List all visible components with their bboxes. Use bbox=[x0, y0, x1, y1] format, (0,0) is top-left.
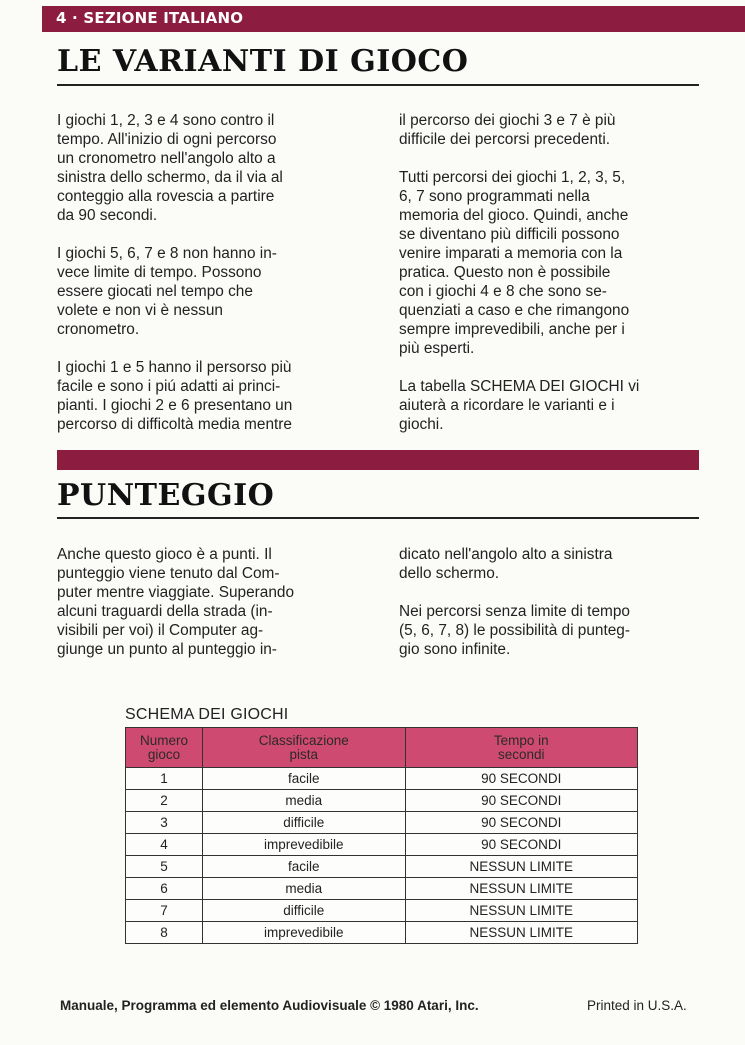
text-line: punteggio viene tenuto dal Com- bbox=[57, 565, 280, 582]
title-rule bbox=[57, 517, 699, 519]
text-line: memoria del gioco. Quindi, anche bbox=[399, 207, 629, 224]
header-line: gioco bbox=[147, 746, 181, 762]
variants-right-column bbox=[399, 111, 639, 434]
paragraph bbox=[57, 111, 292, 225]
title-rule bbox=[57, 84, 699, 86]
cell-track-class: media bbox=[202, 790, 405, 812]
game-schema-table bbox=[125, 727, 638, 944]
section-divider-bar bbox=[57, 450, 699, 470]
text-line: cronometro. bbox=[57, 321, 140, 338]
table-row bbox=[126, 922, 638, 944]
printed-in-text: Printed in U.S.A. bbox=[587, 998, 687, 1013]
cell-time: NESSUN LIMITE bbox=[405, 922, 637, 944]
cell-time: 90 SECONDI bbox=[405, 768, 637, 790]
text-line: I giochi 1 e 5 hanno il persorso più bbox=[57, 359, 292, 376]
copyright-text: Manuale, Programma ed elemento Audiovisuale © 1980 Atari, Inc. bbox=[60, 998, 479, 1013]
cell-game-number: 1 bbox=[126, 768, 203, 790]
variants-title: LE VARIANTI DI GIOCO bbox=[57, 44, 469, 79]
text-line: essere giocati nel tempo che bbox=[57, 283, 253, 300]
table-header-row bbox=[126, 728, 638, 768]
table-row bbox=[126, 834, 638, 856]
text-line: più esperti. bbox=[399, 340, 475, 357]
paragraph bbox=[57, 545, 294, 659]
table-row bbox=[126, 790, 638, 812]
cell-game-number: 2 bbox=[126, 790, 203, 812]
text-line: giochi. bbox=[399, 416, 444, 433]
paragraph bbox=[57, 358, 292, 434]
table-row bbox=[126, 856, 638, 878]
cell-track-class: media bbox=[202, 878, 405, 900]
text-line: puter mentre viaggiate. Superando bbox=[57, 584, 294, 601]
text-line: dicato nell'angolo alto a sinistra bbox=[399, 546, 613, 563]
text-line: La tabella SCHEMA DEI GIOCHI vi bbox=[399, 378, 640, 395]
cell-time: 90 SECONDI bbox=[405, 812, 637, 834]
text-line: difficile dei percorsi precedenti. bbox=[399, 131, 611, 148]
cell-game-number: 5 bbox=[126, 856, 203, 878]
cell-time: 90 SECONDI bbox=[405, 834, 637, 856]
text-line: con i giochi 4 e 8 che sono se- bbox=[399, 283, 607, 300]
text-line: pratica. Questo non è possibile bbox=[399, 264, 611, 281]
paragraph bbox=[399, 111, 639, 149]
text-line: percorso di difficoltà media mentre bbox=[57, 416, 292, 433]
text-line: venire imparati a memoria con la bbox=[399, 245, 623, 262]
score-left-column bbox=[57, 545, 294, 659]
text-line: Nei percorsi senza limite di tempo bbox=[399, 603, 630, 620]
paragraph bbox=[57, 244, 292, 339]
text-line: dello schermo. bbox=[399, 565, 500, 582]
cell-game-number: 7 bbox=[126, 900, 203, 922]
cell-track-class: facile bbox=[202, 856, 405, 878]
header-line: Tempo in bbox=[493, 732, 549, 748]
text-line: sinistra dello schermo, da il via al bbox=[57, 169, 283, 186]
paragraph bbox=[399, 545, 630, 583]
text-line: I giochi 1, 2, 3 e 4 sono contro il bbox=[57, 112, 275, 129]
cell-time: NESSUN LIMITE bbox=[405, 878, 637, 900]
text-line: un cronometro nell'angolo alto a bbox=[57, 150, 276, 167]
text-line: aiuterà a ricordare le varianti e i bbox=[399, 397, 615, 414]
table-row bbox=[126, 878, 638, 900]
table-row bbox=[126, 900, 638, 922]
text-line: sempre imprevedibili, anche per i bbox=[399, 321, 625, 338]
header-line: secondi bbox=[498, 746, 545, 762]
text-line: da 90 secondi. bbox=[57, 207, 158, 224]
text-line: il percorso dei giochi 3 e 7 è più bbox=[399, 112, 616, 129]
header-track-class bbox=[202, 728, 405, 768]
header-time bbox=[405, 728, 637, 768]
text-line: tempo. All'inizio di ogni percorso bbox=[57, 131, 277, 148]
text-line: I giochi 5, 6, 7 e 8 non hanno in- bbox=[57, 245, 277, 262]
cell-track-class: facile bbox=[202, 768, 405, 790]
paragraph bbox=[399, 168, 639, 358]
cell-game-number: 6 bbox=[126, 878, 203, 900]
text-line: facile e sono i piú adatti ai princi- bbox=[57, 378, 281, 395]
text-line: vece limite di tempo. Possono bbox=[57, 264, 262, 281]
text-line: volete e non vi è nessun bbox=[57, 302, 223, 319]
section-header-bar bbox=[42, 6, 745, 32]
table-body bbox=[126, 768, 638, 944]
text-line: se diventano più difficili possono bbox=[399, 226, 620, 243]
variants-left-column bbox=[57, 111, 292, 434]
text-line: Tutti percorsi dei giochi 1, 2, 3, 5, bbox=[399, 169, 626, 186]
section-label: 4 · SEZIONE ITALIANO bbox=[56, 9, 244, 27]
cell-time: 90 SECONDI bbox=[405, 790, 637, 812]
cell-game-number: 8 bbox=[126, 922, 203, 944]
text-line: visibili per voi) il Computer ag- bbox=[57, 622, 264, 639]
text-line: (5, 6, 7, 8) le possibilità di punteg- bbox=[399, 622, 630, 639]
text-line: giunge un punto al punteggio in- bbox=[57, 641, 277, 658]
score-title: PUNTEGGIO bbox=[57, 478, 275, 513]
header-game-number bbox=[126, 728, 203, 768]
cell-time: NESSUN LIMITE bbox=[405, 900, 637, 922]
table-title: SCHEMA DEI GIOCHI bbox=[125, 706, 289, 723]
cell-track-class: imprevedibile bbox=[202, 922, 405, 944]
cell-track-class: imprevedibile bbox=[202, 834, 405, 856]
text-line: pianti. I giochi 2 e 6 presentano un bbox=[57, 397, 293, 414]
text-line: alcuni traguardi della strada (in- bbox=[57, 603, 273, 620]
cell-track-class: difficile bbox=[202, 900, 405, 922]
cell-track-class: difficile bbox=[202, 812, 405, 834]
score-right-column bbox=[399, 545, 630, 659]
text-line: 6, 7 sono programmati nella bbox=[399, 188, 590, 205]
header-line: Numero bbox=[139, 732, 188, 748]
table-row bbox=[126, 812, 638, 834]
text-line: quenziati a caso e che rimangono bbox=[399, 302, 630, 319]
cell-time: NESSUN LIMITE bbox=[405, 856, 637, 878]
cell-game-number: 4 bbox=[126, 834, 203, 856]
header-line: Classificazione bbox=[258, 732, 349, 748]
paragraph bbox=[399, 602, 630, 659]
text-line: conteggio alla rovescia a partire bbox=[57, 188, 275, 205]
header-line: pista bbox=[289, 746, 318, 762]
paragraph bbox=[399, 377, 639, 434]
table-row bbox=[126, 768, 638, 790]
cell-game-number: 3 bbox=[126, 812, 203, 834]
text-line: Anche questo gioco è a punti. Il bbox=[57, 546, 272, 563]
text-line: gio sono infinite. bbox=[399, 641, 511, 658]
